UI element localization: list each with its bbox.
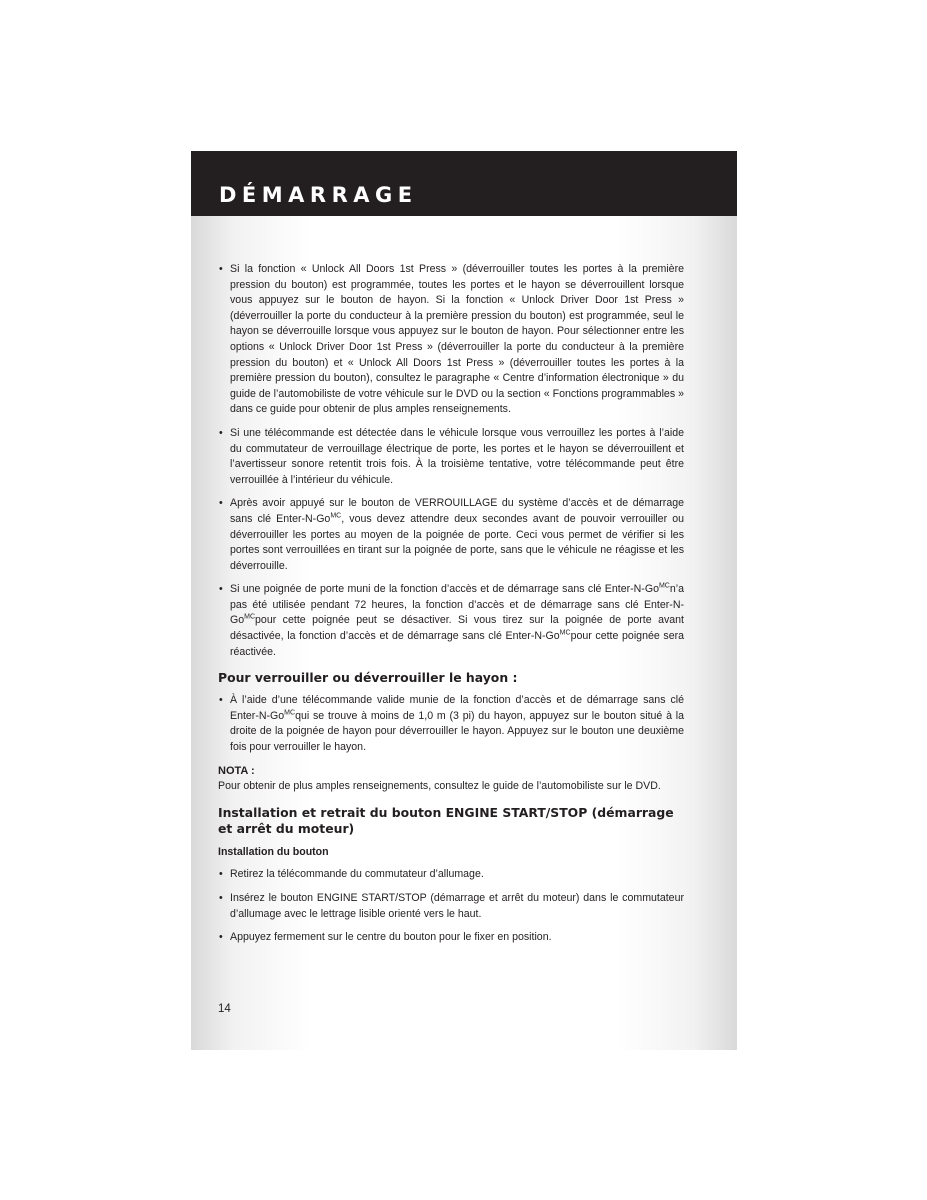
list-item: • Appuyez fermement sur le centre du bouton pour le fixer en position.: [218, 930, 684, 946]
text-span: qui se trouve à moins de 1,0 m (3 pi) du hayon, appuyez sur le bouton situé à la droite de la poignée de hayon pour déverrouiller le hayon. Appuyez sur le bouton une deuxième fois pour verrouiller le hayon.: [230, 709, 684, 754]
section-title-hayon: Pour verrouiller ou déverrouiller le hayon :: [218, 670, 518, 686]
text-span: n’a pas été utilisée pendant 72 heures, la fonction d’accès et de démarrage sans clé Enter-N-Go: [230, 583, 684, 627]
page-number: 14: [218, 1003, 231, 1015]
page-content: [218, 262, 684, 954]
text-span: À l’aide d’une télécommande valide munie de la fonction d’accès et de démarrage sans clé Enter-N-Go: [230, 694, 684, 722]
list-item: [218, 582, 684, 660]
bullet-list-button: [218, 867, 684, 945]
list-item: • Insérez le bouton ENGINE START/STOP (démarrage et arrêt du moteur) dans le commutateur d’allumage avec le lettrage lisible orienté vers le haut.: [218, 891, 684, 922]
subsection-title: Installation du bouton: [218, 845, 329, 858]
manual-page: [191, 151, 737, 1050]
trademark-sup: MC: [330, 512, 342, 520]
nota-text: Pour obtenir de plus amples renseignements, consultez le guide de l’automobiliste sur le DVD.: [218, 780, 661, 793]
list-item: • Retirez la télécommande du commutateur d’allumage.: [218, 867, 684, 883]
trademark-sup: MC: [658, 582, 670, 590]
chapter-title: DÉMARRAGE: [219, 183, 418, 207]
trademark-sup: MC: [559, 629, 571, 637]
chapter-header: [191, 151, 737, 216]
text-span: Après avoir appuyé sur le bouton de VERROUILLAGE du système d’accès et de démarrage sans clé Enter-N-Go: [230, 497, 684, 525]
text-span: pour cette poignée peut se désactiver. Si vous tirez sur la poignée de porte avant désactivée, la fonction d’accès et de démarrage sans clé Enter-N-Go: [230, 614, 684, 643]
list-item: • Si une télécommande est détectée dans le véhicule lorsque vous verrouillez les portes à l’aide du commutateur de verrouillage électrique de porte, les portes et le hayon se déverrouillent et l’avertisseur sonore retentit trois fois. À la troisième tentative, votre télécommande peut être verrouillée à l’intérieur du véhicule.: [218, 426, 684, 488]
text-span: Si une poignée de porte muni de la fonction d’accès et de démarrage sans clé Enter-N-Go: [230, 583, 659, 596]
bullet-list-hayon: [218, 693, 684, 755]
text-span: pour cette poignée sera réactivée.: [230, 630, 685, 658]
text-span: , vous devez attendre deux secondes avant de pouvoir verrouiller ou déverrouiller les portes au moyen de la poignée de porte. Ceci vous permet de vérifier si les portes sont verrouillées en tirant sur la poignée de porte, sans que le véhicule ne réagisse et les déverrouille.: [230, 512, 685, 572]
list-item: [218, 496, 684, 574]
section-title-button: Installation et retrait du bouton ENGINE START/STOP (démarrage et arrêt du moteur): [218, 804, 674, 836]
trademark-sup: MC: [284, 709, 296, 717]
nota-label: NOTA :: [218, 764, 255, 777]
trademark-sup: MC: [244, 613, 256, 621]
list-item: [218, 693, 684, 755]
list-item: • Si la fonction « Unlock All Doors 1st Press » (déverrouiller toutes les portes à la première pression du bouton) est programmée, toutes les portes et le hayon se déverrouillent lorsque vous appuyez sur le bouton de hayon. Si la fonction « Unlock Driver Door 1st Press » (déverrouiller la porte du conducteur à la première pression du bouton) est programmée, seul le hayon se déverrouille lorsque vous appuyez sur le bouton de hayon. Pour sélectionner entre les options « Unlock Driver Door 1st Press » (déverrouiller la porte du conducteur à la première pression du bouton) et « Unlock All Doors 1st Press » (déverrouiller toutes les portes à la première pression du bouton), consultez le paragraphe « Centre d’information électronique » du guide de l’automobiliste de votre véhicule sur le DVD ou la section « Fonctions programmables » dans ce guide pour obtenir de plus amples renseignements.: [218, 262, 684, 418]
bullet-list-main: [218, 262, 684, 660]
